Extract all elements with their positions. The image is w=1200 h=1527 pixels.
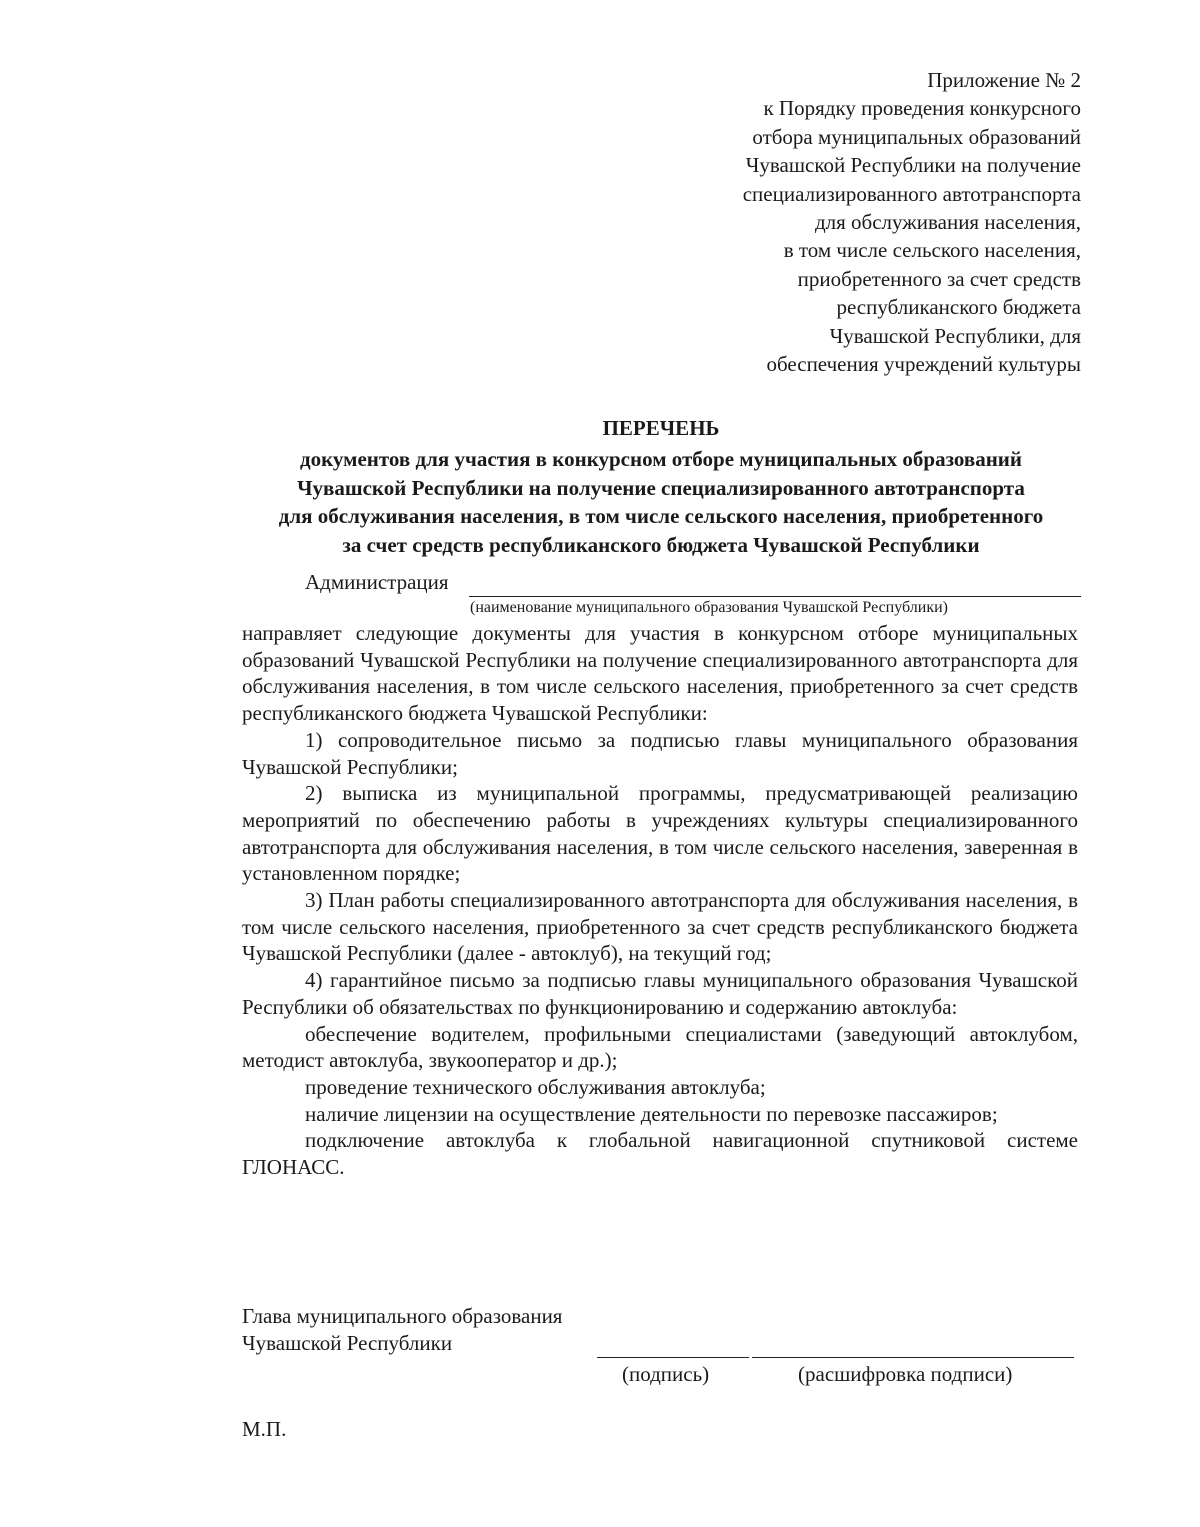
body-item: 4) гарантийное письмо за подписью главы муниципального образования Чувашской Республики об обязательствах по функционированию и содержанию автоклуба: [242,968,1078,1019]
signature-decode-caption: (расшифровка подписи) [798,1362,1013,1386]
body-intro: направляет следующие документы для участия в конкурсном отборе муниципальных образований Чувашской Республики на получение специализированного автотранспорта для обслуживания населения, в том числе сельского населения, приобретенного за счет средств республиканского бюджета Чувашской Республики: [242,621,1078,726]
administration-field [305,570,1081,600]
body-item: 1) сопроводительное письмо за подписью главы муниципального образования Чувашской Республики; [242,727,1078,779]
appendix-line: к Порядку проведения конкурсного [763,96,1081,121]
administration-label: Администрация [305,570,449,594]
appendix-header [641,66,1081,378]
title-line: Чувашской Республики на получение специализированного автотранспорта [297,475,1025,500]
body-item: наличие лицензии на осуществление деятельности по перевозке пассажиров; [305,1101,998,1126]
appendix-line: в том числе сельского населения, [783,238,1081,263]
appendix-line: Чувашской Республики, для [829,323,1081,348]
body-item: 2) выписка из муниципальной программы, предусматривающей реализацию мероприятий по обеспечению работы в учреждениях культуры специализированного автотранспорта для обслуживания населения, в том числе сельского населения, заверенная в установленном порядке; [242,781,1078,886]
document-title [180,414,1142,560]
appendix-line: для обслуживания населения, [814,210,1081,235]
administration-caption: (наименование муниципального образования Чувашской Республики) [470,599,948,616]
signature-decode-blank-line [752,1357,1074,1358]
appendix-line: республиканского бюджета [836,295,1081,320]
title-line: за счет средств республиканского бюджета Чувашской Республики [342,533,980,558]
appendix-line: отбора муниципальных образований [752,124,1081,149]
document-body [242,620,1078,1181]
body-item: проведение технического обслуживания автоклуба; [305,1074,766,1099]
stamp-place: М.П. [242,1417,287,1441]
title-line: для обслуживания населения, в том числе сельского населения, приобретенного [278,504,1044,529]
signature-title-line: Чувашской Республики [242,1331,453,1355]
administration-blank-line [469,596,1081,597]
body-item: подключение автоклуба к глобальной навигационной спутниковой системе ГЛОНАСС. [242,1128,1078,1180]
appendix-line: обеспечения учреждений культуры [766,352,1081,377]
title-line: документов для участия в конкурсном отборе муниципальных образований [300,446,1022,471]
signature-caption: (подпись) [622,1362,710,1386]
body-item: обеспечение водителем, профильными специалистами (заведующий автоклубом, методист автоклуба, звукооператор и др.); [242,1021,1078,1073]
title-main: ПЕРЕЧЕНЬ [602,416,720,440]
signature-blank-line [597,1357,749,1358]
appendix-line: специализированного автотранспорта [742,181,1081,206]
appendix-line: Приложение № 2 [927,68,1081,92]
appendix-line: Чувашской Республики на получение [745,153,1081,178]
body-item: 3) План работы специализированного автотранспорта для обслуживания населения, в том числе сельского населения, приобретенного за счет средств республиканского бюджета Чувашской Республики (далее - автоклуб), на текущий год; [242,888,1078,966]
appendix-line: приобретенного за счет средств [797,266,1081,291]
signature-title [242,1303,562,1357]
signature-title-line: Глава муниципального образования [242,1304,563,1328]
